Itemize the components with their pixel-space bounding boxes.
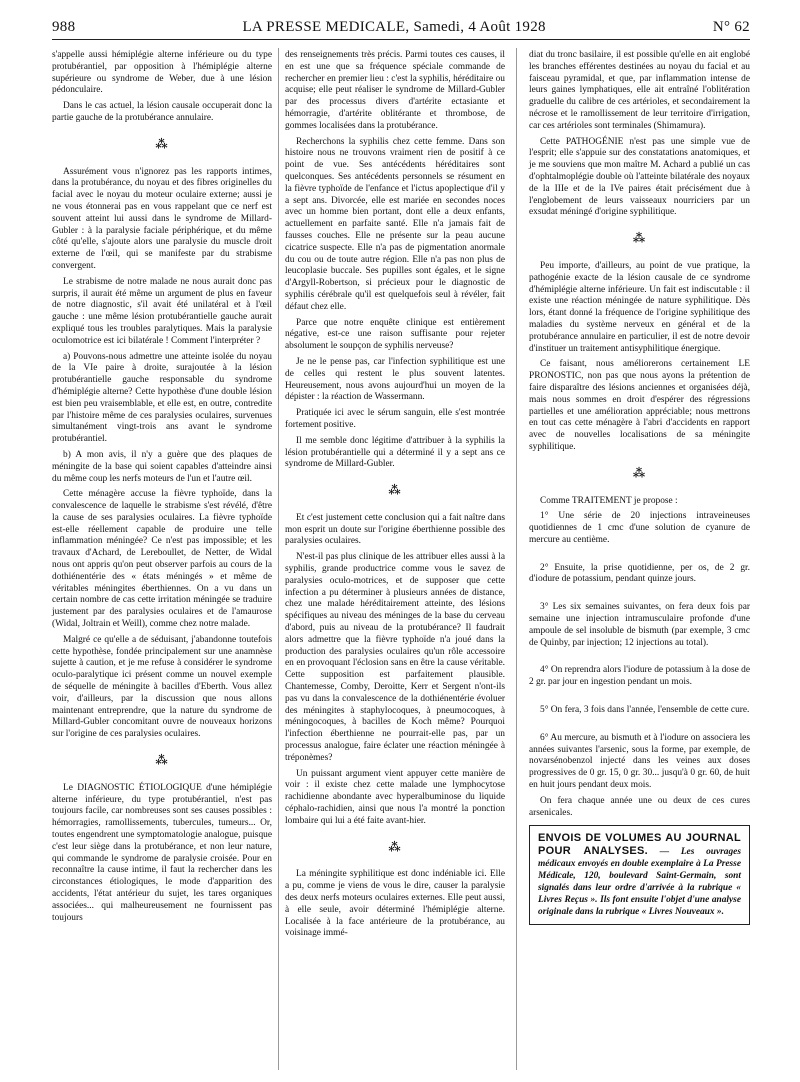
column-1: [52, 50, 272, 928]
paragraph: Recherchons la syphilis chez cette femme. Dans son histoire nous ne trouvons vraiment rien de positif à ce point de vue. Ses antécédents héréditaires sont quelconques. Ses antécédents personnels se résument en la fièvre typhoïde de l'enfance et l'ictus apoplectique d'il y a sept ans. Divorcée, elle est mariée en secondes noces avec un homme bien portant, dont elle a deux enfants, actuellement en parfaite santé. Elle n'a jamais fait de fausses couches. Elle ne présente sur la peau aucune cicatrice suspecte. Elle n'a pas de pigmentation anormale du cou ou de toute autre région. Elle n'a pas non plus de leucoplasie buccale. Ses pupilles sont égales, et le signe d'Argyll-Robertson, si précieux pour le diagnostic de syphilis cérébrale qu'il est quelquefois seul à révéler, fait défaut chez elle.: [285, 136, 505, 312]
column-rule: [516, 48, 517, 1070]
notice-box: [529, 825, 750, 925]
paragraph: La méningite syphilitique est donc indéniable ici. Elle a pu, comme je viens de vous le dire, causer la paralysie des deux nerfs moteurs oculaires externes. Elle peut aussi, à elle seule, avoir déterminé l'hémiplégie alterne. Localisée à la face antérieure de la protubérance, au voisinage immé-: [285, 869, 505, 939]
issue-number: N° 62: [712, 19, 750, 35]
paragraph: des renseignements très précis. Parmi toutes ces causes, il en est une que sa fréquence spéciale commande de rechercher en premier lieu : c'est la syphilis, héréditaire ou acquise; elle peut réaliser le syndrome de Millard-Gubler par des processus divers d'artérite ectasiante et hémorragie, d'artérite oblitérante et thrombose, de gommes localisées dans la protubérance.: [285, 50, 505, 131]
paragraph: s'appelle aussi hémiplégie alterne inférieure ou du type protubérantiel, par opposition à l'hémiplégie alterne supérieure ou syndrome de Weber, due à une lésion pédonculaire.: [52, 50, 272, 96]
section-separator: ⁂: [388, 839, 402, 854]
page-number: 988: [52, 19, 76, 35]
paragraph: On fera chaque année une ou deux de ces cures arsenicales.: [529, 795, 750, 818]
paragraph: Le DIAGNOSTIC ÉTIOLOGIQUE d'une hémiplégie alterne inférieure, du type protubérantiel, n'est pas toujours facile, car nombreuses sont ses causes possibles : hémorragies, ramollissements, tubercules, tumeurs... Or, toutes engendrent une symptomatologie analogue, puisque c'est leur siège dans la protubérance, et non leur nature, qui commande le syndrome de paralysie croisée. Pour en reconnaître la cause intime, il faut la rechercher dans les circonstances étiologiques, le mode d'apparition des accidents, l'état antérieur du sujet, les tares organiques associées... qui malheureusement ne fournissent pas toujours: [52, 782, 272, 923]
treatment-item: 4° On reprendra alors l'iodure de potassium à la dose de 2 gr. par jour en ingestion pendant un mois.: [529, 665, 750, 688]
treatment-item: 1° Une série de 20 injections intraveineuses quotidiennes de 1 cmc d'une solution de cyanure de mercure au centième.: [529, 511, 750, 545]
paragraph: N'est-il pas plus clinique de les attribuer elles aussi à la syphilis, grande productrice comme vous le savez de paralysies oculo-motrices, et de supposer que cette infection a pu déterminer à plusieurs années de distance, chez une malade héréditairement atteinte, des lésions spécifiques au niveau des méninges de la base du cerveau d'abord, puis au niveau de la protubérance? Il faudrait alors admettre que la fièvre typhoïde n'a joué dans la production des paralysies oculaires qu'un rôle accessoire en en provoquant l'éclosion sans en être la cause véritable. Cette supposition est parfaitement plausible. Chantemesse, Comby, Deroitte, Kerr et Sergent n'ont-ils pas vu dans la convalescence de la dothiénentérie évoluer des méningites à staphylocoques, à pneumocoques, à méningocoques, à bacilles de Koch même? Pourquoi l'infection éberthienne ne pourrait-elle pas, par un processus analogue, faire éclater une réaction méningée à tréponèmes?: [285, 552, 505, 763]
paragraph: b) A mon avis, il n'y a guère que des plaques de méningite de la base qui soient capables d'atteindre ainsi du même coup les nerfs moteurs de l'un et l'autre œil.: [52, 449, 272, 484]
column-3: [529, 50, 750, 925]
paragraph: Parce que notre enquête clinique est entièrement négative, est-ce une raison suffisante pour rejeter absolument le soupçon de syphilis nerveuse?: [285, 317, 505, 352]
paragraph: Cette PATHOGÉNIE n'est pas une simple vue de l'esprit; elle s'appuie sur des constatations anatomiques, et je me souviens que mon maître M. Achard a publié un cas d'ophtalmoplégie double où l'atteinte bilatérale des noyaux de la IIIe et de la IVe paires était précisément due à l'englobement de leurs vaisseaux nourriciers par un exsudat méningé d'origine syphilitique.: [529, 136, 750, 218]
paragraph: Peu importe, d'ailleurs, au point de vue pratique, la pathogénie exacte de la lésion causale de ce syndrome d'hémiplégie alterne inférieure. Un fait est indiscutable : il existe une réaction méningée de nature syphilitique. Dès lors, étant donné la fréquence de l'origine syphilitique des maladies du système nerveux en général et de la protubérance annulaire en particulier, il est de notre devoir d'instituer un traitement antisyphilitique énergique.: [529, 260, 750, 354]
paragraph: Ce faisant, nous améliorerons certainement LE PRONOSTIC, non pas que nous ayons la prétention de faire disparaître des lésions anciennes et organisées déjà, mais nous sommes en droit d'espérer des régressions partielles et une amélioration appréciable; nous mettrons en tout cas cette ménagère à l'abri d'accidents en rapport avec de nouvelles localisations de sa méningite syphilitique.: [529, 359, 750, 452]
paragraph: a) Pouvons-nous admettre une atteinte isolée du noyau de la VIe paire à droite, surajoutée à la lésion protubérantielle gauche responsable du syndrome d'hémiplégie alterne? Cette hypothèse d'une double lésion est bien peu vraisemblable, et elle est, en outre, contredite par l'histoire même de ces paralysies oculaires, survenues simultanément vingt-trois ans avant le syndrome protubérantiel.: [52, 351, 272, 445]
section-separator: ⁂: [155, 136, 169, 151]
column-rule: [278, 48, 279, 1070]
treatment-item: 2° Ensuite, la prise quotidienne, per os, de 2 gr. d'iodure de potassium, pendant quinze jours.: [529, 562, 750, 585]
paragraph: Et c'est justement cette conclusion qui a fait naître dans mon esprit un doute sur l'origine éberthienne possible des paralysies oculaires.: [285, 512, 505, 547]
treatment-item: 5° On fera, 3 fois dans l'année, l'ensemble de cette cure.: [540, 705, 750, 716]
paragraph: Je ne le pense pas, car l'infection syphilitique est une de celles qui restent le plus souvent latentes. Heureusement, nous avons aujourd'hui un moyen de la dépister : la réaction de Wassermann.: [285, 356, 505, 403]
paragraph: Pratiquée ici avec le sérum sanguin, elle s'est montrée fortement positive.: [285, 408, 505, 430]
section-separator: ⁂: [632, 465, 647, 480]
notice-heading: ENVOIS DE VOLUMES AU JOURNAL POUR ANALYSES.: [538, 832, 741, 858]
paragraph: Cette ménagère accuse la fièvre typhoïde, dans la convalescence de laquelle le strabisme s'est révélé, d'être la cause de ses paralysies oculaires. La fièvre typhoïde est-elle réellement capable de produire une telle inflammation méningée? Ce n'est pas impossible; et les travaux d'Achard, de Lereboullet, de Netter, de Widal nous ont appris qu'on peut observer parfois au cours de la dothiénentérie des « états méningés » et même de véritables méningites éberthiennes. On a vu dans un certain nombre de cas cette irritation méningée se traduire justement par des paralysies oculaires et de l'amaurose (Widal, Joltrain et Weill), comme chez notre malade.: [52, 489, 272, 630]
paragraph: Il me semble donc légitime d'attribuer à la syphilis la lésion protubérantielle qui a déterminé il y a sept ans ce syndrome de Millard-Gubler.: [285, 435, 505, 470]
treatment-intro: Comme TRAITEMENT je propose :: [540, 495, 678, 506]
section-separator: ⁂: [632, 231, 647, 246]
notice-body: — Les ouvrages médicaux envoyés en double exemplaire à La Presse Médicale, 120, boulevard Saint-Germain, sont signalés dans leur ordre d'arrivée à la rubrique « Livres Reçus ». Ils font ensuite l'objet d'une analyse originale dans la rubrique « Livres Nouveaux ».: [538, 847, 741, 918]
column-2: [285, 50, 505, 944]
paragraph: diat du tronc basilaire, il est possible qu'elle en ait englobé les branches efférentes destinées au noyau du facial et au faisceau pyramidal, et que, par inflammation intense de leurs gaines lymphatiques, elle ait entraîné l'oblitération graduelle du calibre de ces artérioles, et secondairement la nécrose et le ramollissement de leur territoire d'irrigation, car ces artérioles sont terminales (Shimamura).: [529, 50, 750, 131]
section-separator: ⁂: [155, 753, 169, 768]
paragraph: Malgré ce qu'elle a de séduisant, j'abandonne toutefois cette hypothèse, fondée principalement sur une anamnèse sujette à caution, et je me refuse à considérer le syndrome oculo-paralytique ici présent comme un nouvel exemple de séquelle de méningite à bacilles d'Eberth. Vous allez voir, d'ailleurs, par la discussion que nous allons maintenant entreprendre, que la nature du syndrome de Millard-Gubler concomitant ouvre de nouveaux horizons sur l'origine de ces paralysies oculaires.: [52, 634, 272, 740]
treatment-item: 3° Les six semaines suivantes, on fera deux fois par semaine une injection intramusculaire profonde d'une ampoule de sel insoluble de bismuth (par exemple, 3 cmc de Quinby, par injection; 12 injections au total).: [529, 602, 750, 648]
paragraph: Dans le cas actuel, la lésion causale occuperait donc la partie gauche de la protubérance annulaire.: [52, 101, 272, 123]
section-separator: ⁂: [388, 483, 402, 498]
paragraph: Assurément vous n'ignorez pas les rapports intimes, dans la protubérance, du noyau et des fibres originelles du facial avec le noyau du moteur oculaire externe; aussi je ne vous étonnerai pas en vous rappelant que ce nerf est souvent atteint lui aussi dans le syndrome de Millard-Gubler : à la paralysie faciale périphérique, et du même côté qu'elle, s'ajoute alors une paralysie du muscle droit externe de l'œil, qui se manifeste par du strabisme convergent.: [52, 166, 272, 271]
paragraph: Un puissant argument vient appuyer cette manière de voir : il existe chez cette malade une lymphocytose rachidienne abondante avec hyperalbuminose du liquide céphalo-rachidien, ainsi que nous l'a montré la ponction lombaire qui lui a été faite avant-hier.: [285, 768, 505, 826]
journal-title: LA PRESSE MEDICALE, Samedi, 4 Août 1928: [242, 19, 546, 35]
paragraph: Le strabisme de notre malade ne nous aurait donc pas surpris, il aurait été même un argument de plus en faveur de notre diagnostic, s'il avait été unilatéral et à l'œil gauche : une même lésion protubérantielle gauche aurait expliqué tous les troubles paralytiques. Mais la paralysie oculomotrice est ici bilatérale ! Comment l'interpréter ?: [52, 276, 272, 346]
treatment-list: [529, 511, 750, 792]
page-header: [52, 10, 750, 40]
treatment-item: 6° Au mercure, au bismuth et à l'iodure on associera les années suivantes l'arsenic, sous la forme, par exemple, de novarsénobenzol injecté dans les veines aux doses progressives de 0 gr. 15, 0 gr. 30... jusqu'à 0 gr. 60, de huit en huit jours pendant deux mois.: [529, 732, 750, 791]
